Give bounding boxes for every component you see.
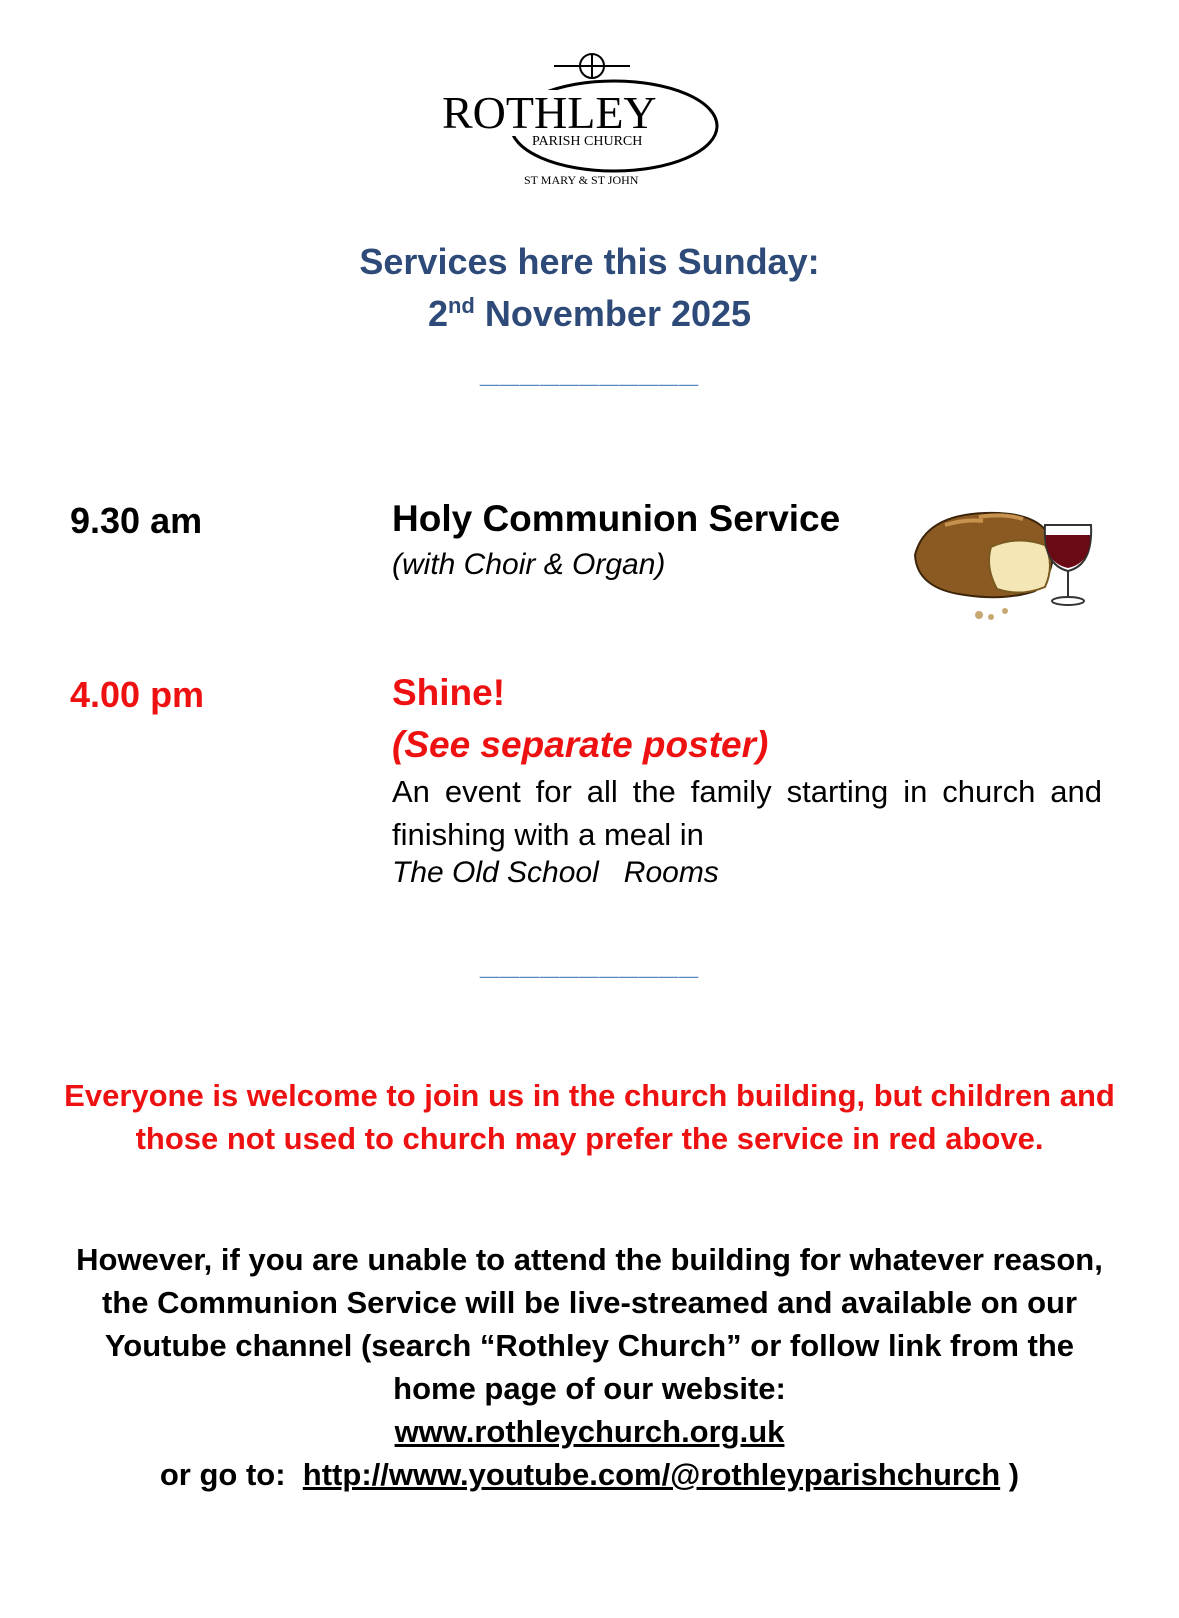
website-link[interactable]: www.rothleychurch.org.uk (394, 1414, 785, 1449)
divider-bottom: ___________ (479, 944, 699, 982)
closing-paren: ) (1008, 1457, 1020, 1492)
bread-and-wine-graphic (905, 505, 1115, 635)
page-title (0, 236, 1179, 340)
service-title: Shine! (392, 672, 506, 713)
logo-dedication: ST MARY & ST JOHN (524, 173, 639, 187)
heading-line1: Services here this Sunday: (359, 241, 820, 282)
divider-top: ___________ (479, 352, 699, 390)
service-title: Holy Communion Service (392, 498, 841, 539)
church-logo (434, 42, 760, 202)
livestream-text: However, if you are unable to attend the building for whatever reason, the Communion Service will be live-streamed and available on our Youtube channel (search “Rothley Church” or follow link from the home page of our website: (76, 1242, 1103, 1406)
service-note: (with Choir & Organ) (392, 548, 666, 581)
service-time: 9.30 am (70, 500, 203, 541)
youtube-link[interactable]: http://www.youtube.com/@rothleyparishchurch (302, 1457, 1001, 1492)
logo-subtitle: PARISH CHURCH (532, 134, 643, 149)
service-note: (See separate poster) (392, 724, 769, 765)
goto-label: or go to: (159, 1457, 286, 1492)
church-logo-graphic (434, 42, 760, 202)
logo-name: ROTHLEY (442, 87, 657, 138)
service-venue: The Old School Rooms (392, 856, 719, 889)
service-description: An event for all the family starting in church and finishing with a meal in (392, 774, 1102, 852)
welcome-notice: Everyone is welcome to join us in the church building, but children and those not used to church may prefer the service in red above. (64, 1078, 1115, 1156)
heading-date (0, 288, 1179, 340)
youtube-line (60, 1453, 1119, 1496)
heading-day-number: 2 (427, 293, 448, 334)
service-time: 4.00 pm (70, 674, 205, 715)
heading-month-year: November 2025 (484, 293, 752, 334)
bread-and-wine-image (905, 505, 1115, 635)
heading-day-suffix: nd (447, 293, 475, 318)
livestream-notice (60, 1238, 1119, 1496)
